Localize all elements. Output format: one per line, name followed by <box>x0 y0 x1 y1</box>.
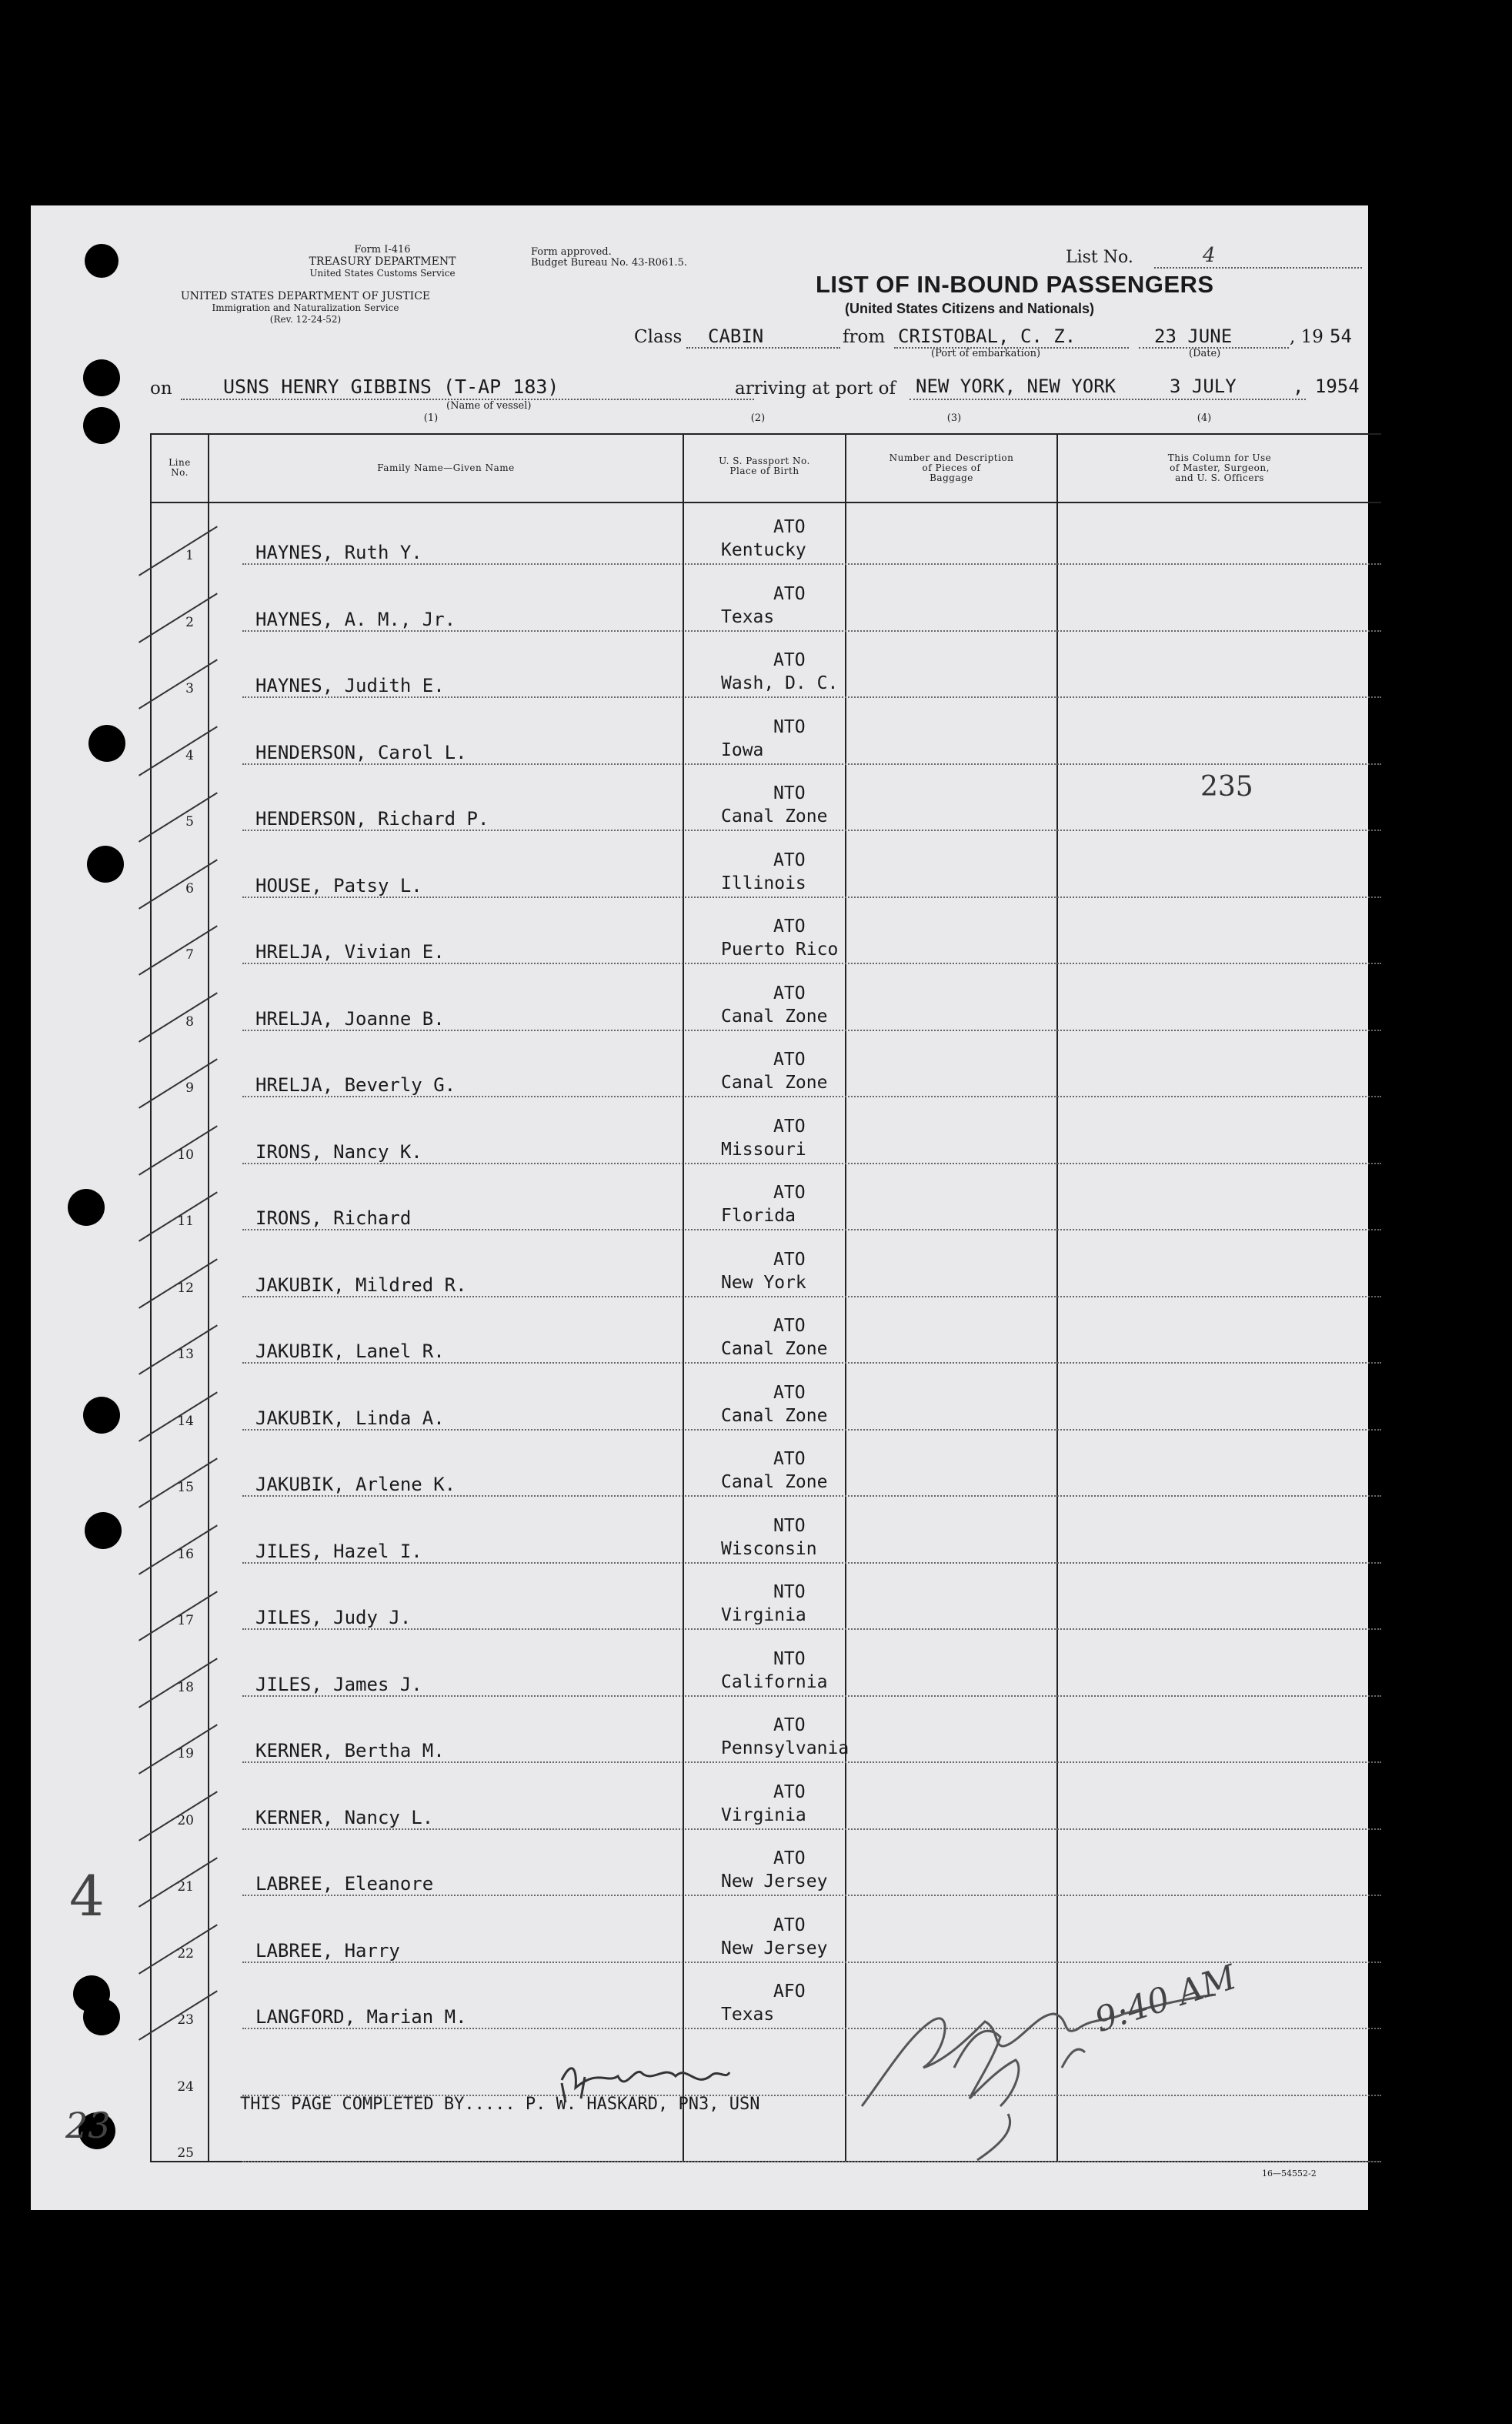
passport-col-divider <box>845 433 846 2161</box>
passport-type: ATO <box>773 1915 806 1935</box>
caption-3: (3) <box>946 412 962 424</box>
passenger-name: LABREE, Harry <box>255 1939 400 1962</box>
class-label: Class <box>634 327 683 347</box>
row-rule <box>242 896 1381 898</box>
passport-type: ATO <box>773 850 806 870</box>
arrival-date: 3 JULY <box>1170 376 1237 397</box>
line-number: 19 <box>177 1746 194 1761</box>
arriving-label: arriving at port of <box>735 379 896 399</box>
year-prefix: , 19 <box>1290 327 1323 347</box>
passport-type: ATO <box>773 517 806 537</box>
passenger-name: HRELJA, Beverly G. <box>255 1074 456 1096</box>
passenger-name: KERNER, Nancy L. <box>255 1806 434 1828</box>
handwritten-time: 9:40 AM <box>1090 1957 1241 2041</box>
line-number: 25 <box>177 2145 194 2161</box>
line-number: 24 <box>177 2078 194 2095</box>
passenger-name: JAKUBIK, Arlene K. <box>255 1474 456 1495</box>
place-of-birth: Wisconsin <box>721 1538 817 1559</box>
col-header-line: Line No. <box>169 457 191 478</box>
passenger-name: JILES, Hazel I. <box>255 1540 422 1562</box>
from-value: CRISTOBAL, C. Z. <box>898 326 1076 347</box>
row-rule <box>242 1163 1381 1164</box>
passport-type: ATO <box>773 983 806 1003</box>
line-number: 17 <box>177 1613 194 1628</box>
passport-type: ATO <box>773 1715 806 1735</box>
class-underline <box>686 347 840 349</box>
line-number: 18 <box>177 1679 194 1695</box>
from-label: from <box>843 327 886 347</box>
passport-type: ATO <box>773 1382 806 1403</box>
passenger-name: HENDERSON, Carol L. <box>255 741 467 763</box>
arrival-year: , 1954 <box>1293 376 1360 397</box>
punch-hole <box>88 725 125 762</box>
place-of-birth: Iowa <box>721 740 764 760</box>
embark-year: 54 <box>1330 326 1352 347</box>
on-label: on <box>150 379 172 399</box>
name-col-divider <box>683 433 684 2161</box>
officer-note: 235 <box>1200 771 1253 803</box>
form-title: LIST OF IN-BOUND PASSENGERS <box>816 271 1214 298</box>
row-rule <box>242 1761 1381 1763</box>
line-number: 11 <box>177 1214 194 1229</box>
approval-line: Form approved. <box>531 246 612 258</box>
place-of-birth: New Jersey <box>721 1938 828 1958</box>
place-of-birth: Canal Zone <box>721 1073 828 1093</box>
passenger-name: HENDERSON, Richard P. <box>255 808 489 830</box>
place-of-birth: Texas <box>721 606 775 627</box>
place-of-birth: Canal Zone <box>721 1339 828 1359</box>
passport-type: ATO <box>773 1050 806 1070</box>
passenger-name: HAYNES, Ruth Y. <box>255 542 422 563</box>
line-number: 2 <box>185 614 194 630</box>
caption-1: (1) <box>423 412 439 424</box>
arrival-port-underline <box>910 399 1306 400</box>
passport-type: ATO <box>773 650 806 670</box>
passport-type: ATO <box>773 1249 806 1270</box>
line-number: 14 <box>177 1413 194 1429</box>
passenger-name: LANGFORD, Marian M. <box>255 2006 467 2028</box>
line-number: 21 <box>177 1879 194 1895</box>
place-of-birth: Wash, D. C. <box>721 673 839 693</box>
passenger-name: IRONS, Nancy K. <box>255 1140 422 1163</box>
class-value: CABIN <box>708 326 764 347</box>
punch-hole <box>83 1397 120 1434</box>
passenger-name: IRONS, Richard <box>255 1207 412 1229</box>
dept-treasury: TREASURY DEPARTMENT <box>309 255 456 268</box>
row-rule <box>242 2028 1381 2029</box>
punch-hole <box>83 407 120 444</box>
completed-by-line: THIS PAGE COMPLETED BY..... P. W. HASKARD, PN3, USN <box>240 2095 760 2114</box>
passenger-name: HRELJA, Vivian E. <box>255 941 445 963</box>
row-rule <box>242 2161 1381 2162</box>
dept-justice: UNITED STATES DEPARTMENT OF JUSTICE <box>180 290 431 302</box>
line-col-divider <box>208 433 209 2161</box>
line-number: 4 <box>185 747 194 763</box>
line-number: 1 <box>185 548 194 563</box>
table-top-rule <box>150 433 1381 435</box>
header-bottom-rule <box>150 502 1381 503</box>
passport-type: ATO <box>773 1116 806 1137</box>
margin-mark-23: 23 <box>65 2105 111 2146</box>
line-number: 13 <box>177 1347 194 1362</box>
row-rule <box>242 1296 1381 1297</box>
arrival-port: NEW YORK, NEW YORK <box>916 376 1116 397</box>
passenger-name: JAKUBIK, Lanel R. <box>255 1341 445 1362</box>
passenger-name: HRELJA, Joanne B. <box>255 1007 445 1030</box>
place-of-birth: Pennsylvania <box>721 1738 849 1758</box>
passport-type: ATO <box>773 1316 806 1336</box>
vessel-name: USNS HENRY GIBBINS (T-AP 183) <box>223 376 559 398</box>
caption-2: (2) <box>750 412 766 424</box>
passport-type: NTO <box>773 783 806 803</box>
place-of-birth: Virginia <box>721 1805 806 1825</box>
form-revision: (Rev. 12-24-52) <box>269 314 342 325</box>
place-of-birth: New York <box>721 1272 806 1293</box>
punch-hole <box>83 1998 120 2035</box>
passport-type: AFO <box>773 1982 806 2002</box>
place-of-birth: Illinois <box>721 873 806 893</box>
passport-type: ATO <box>773 583 806 604</box>
place-of-birth: Texas <box>721 2005 775 2025</box>
col-header-name: Family Name—Given Name <box>377 462 515 473</box>
passenger-name: JILES, James J. <box>255 1673 422 1695</box>
line-number: 5 <box>185 814 194 830</box>
list-no-underline <box>1154 267 1362 269</box>
row-rule <box>242 1229 1381 1230</box>
place-of-birth: Puerto Rico <box>721 940 839 960</box>
embark-date: 23 JUNE <box>1154 326 1233 347</box>
passenger-name: LABREE, Eleanore <box>255 1873 434 1895</box>
passenger-name: JILES, Judy J. <box>255 1607 412 1628</box>
passport-type: NTO <box>773 1515 806 1536</box>
list-no-value: 4 <box>1203 244 1216 267</box>
passport-type: ATO <box>773 1848 806 1868</box>
passport-type: NTO <box>773 716 806 737</box>
passenger-name: HAYNES, Judith E. <box>255 675 445 696</box>
row-rule <box>242 630 1381 632</box>
row-rule <box>242 1828 1381 1830</box>
row-rule <box>242 1895 1381 1896</box>
punch-hole <box>68 1189 105 1226</box>
place-of-birth: Florida <box>721 1206 796 1226</box>
punch-hole <box>85 244 118 278</box>
dept-ins: Immigration and Naturalization Service <box>212 302 399 313</box>
row-rule <box>242 830 1381 831</box>
manifest-sheet <box>31 205 1368 2210</box>
row-rule <box>242 1695 1381 1697</box>
passport-type: ATO <box>773 1449 806 1469</box>
budget-bureau: Budget Bureau No. 43-R061.5. <box>531 257 688 269</box>
passport-type: ATO <box>773 917 806 937</box>
row-rule <box>242 1096 1381 1097</box>
punch-hole <box>85 1512 122 1549</box>
line-number: 8 <box>185 1013 194 1030</box>
line-number: 22 <box>177 1945 194 1962</box>
print-code: 16—54552-2 <box>1262 2169 1317 2179</box>
col-header-passport: U. S. Passport No. Place of Birth <box>719 456 810 476</box>
punch-hole <box>83 359 120 396</box>
baggage-col-divider <box>1056 433 1058 2161</box>
passenger-name: HAYNES, A. M., Jr. <box>255 608 456 630</box>
place-of-birth: Missouri <box>721 1139 806 1160</box>
margin-mark-4: 4 <box>69 1864 105 1928</box>
row-rule <box>242 1362 1381 1364</box>
row-rule <box>242 1962 1381 1963</box>
passenger-name: HOUSE, Patsy L. <box>255 874 422 896</box>
table-left-border <box>150 433 152 2161</box>
place-of-birth: New Jersey <box>721 1871 828 1891</box>
line-number: 20 <box>177 1812 194 1828</box>
place-of-birth: Canal Zone <box>721 1405 828 1426</box>
place-of-birth: Canal Zone <box>721 806 828 826</box>
list-no-label: List No. <box>1066 248 1133 267</box>
dept-customs: United States Customs Service <box>309 268 456 279</box>
passport-type: NTO <box>773 1582 806 1602</box>
date-caption: (Date) <box>1189 348 1221 359</box>
signature-scribbles <box>31 205 1368 2210</box>
port-embark-caption: (Port of embarkation) <box>931 348 1041 359</box>
vessel-caption: (Name of vessel) <box>446 400 532 412</box>
line-number: 10 <box>177 1147 194 1163</box>
row-rule <box>242 1495 1381 1497</box>
caption-4: (4) <box>1197 412 1212 424</box>
row-rule <box>242 696 1381 698</box>
punch-hole <box>87 846 124 883</box>
col-header-baggage: Number and Description of Pieces of Baggage <box>889 452 1014 483</box>
row-rule <box>242 763 1381 765</box>
passport-type: ATO <box>773 1781 806 1802</box>
row-rule <box>242 1628 1381 1630</box>
passenger-name: KERNER, Bertha M. <box>255 1740 445 1761</box>
row-rule <box>242 1030 1381 1031</box>
passport-type: NTO <box>773 1648 806 1669</box>
line-number: 3 <box>185 681 194 696</box>
place-of-birth: Virginia <box>721 1605 806 1625</box>
col-header-officers: This Column for Use of Master, Surgeon, and U. S. Officers <box>1167 452 1272 483</box>
line-number: 12 <box>177 1280 194 1296</box>
line-number: 7 <box>185 947 194 963</box>
line-number: 23 <box>177 2012 194 2028</box>
line-number: 6 <box>185 880 194 896</box>
place-of-birth: California <box>721 1671 828 1692</box>
form-subtitle: (United States Citizens and Nationals) <box>845 301 1095 316</box>
line-number: 9 <box>185 1080 194 1096</box>
place-of-birth: Kentucky <box>721 540 806 560</box>
row-rule <box>242 963 1381 964</box>
row-rule <box>242 1562 1381 1564</box>
place-of-birth: Canal Zone <box>721 1006 828 1027</box>
place-of-birth: Canal Zone <box>721 1472 828 1492</box>
passenger-name: JAKUBIK, Mildred R. <box>255 1274 467 1296</box>
form-number: Form I-416 <box>354 244 411 255</box>
passenger-name: JAKUBIK, Linda A. <box>255 1407 445 1429</box>
line-number: 15 <box>177 1480 194 1495</box>
row-rule <box>242 563 1381 565</box>
row-rule <box>242 1429 1381 1431</box>
passport-type: ATO <box>773 1183 806 1203</box>
line-number: 16 <box>177 1546 194 1562</box>
